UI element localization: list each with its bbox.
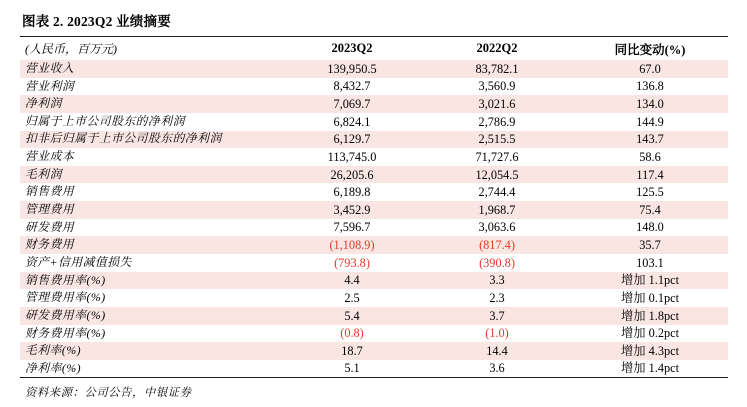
value-yoy-change: 增加 1.1pct [620,273,680,288]
value-yoy-change: 148.0 [636,220,664,235]
header-col-yoy: 同比变动(%) [614,42,686,57]
value-2022q2: 3.6 [489,361,505,376]
value-2023q2: 5.4 [344,308,360,323]
value-2023q2: 5.1 [344,361,360,376]
source-note: 资料来源：公司公告，中银证券 [25,387,192,400]
table-row [20,148,728,166]
value-2023q2: 18.7 [341,343,363,358]
value-2023q2: 6,129.7 [333,132,371,147]
value-2023q2: 6,189.8 [333,185,371,200]
table-row [20,342,728,360]
value-2022q2: 3,560.9 [478,79,516,94]
value-yoy-change: 增加 0.2pct [620,326,680,341]
value-2022q2: 3.7 [489,308,505,323]
table-row [20,131,728,149]
value-2023q2: 26,205.6 [330,167,374,182]
row-label: 财务费用率(%) [25,325,106,340]
value-2022q2: (817.4) [479,238,515,253]
table-row [20,183,728,201]
table-row [20,289,728,307]
header-col-2022q2: 2022Q2 [476,41,518,55]
value-yoy-change: 增加 1.8pct [620,308,680,323]
row-label: 净利润 [25,96,62,111]
table-row [20,166,728,184]
value-2022q2: 14.4 [486,343,508,358]
value-2023q2: 2.5 [344,291,360,305]
value-2022q2: 3,063.6 [478,220,516,235]
value-2022q2: 2,744.4 [478,185,516,200]
table-row [20,236,728,254]
value-yoy-change: 35.7 [639,238,661,253]
table-row [20,95,728,113]
row-label: 净利率(%) [25,360,82,375]
table-row [20,60,728,78]
row-label: 管理费用 [25,202,75,217]
value-2022q2: (390.8) [479,255,515,270]
table-row [20,360,728,378]
table-row [20,219,728,237]
row-label: 管理费用率(%) [25,290,106,305]
row-label: 营业成本 [25,149,75,164]
value-2022q2: 2.3 [489,291,505,305]
value-yoy-change: 58.6 [639,149,661,164]
value-yoy-change: 125.5 [636,185,664,200]
row-label: 财务费用 [25,237,75,252]
row-label: 研发费用率(%) [25,307,106,322]
value-2023q2: 113,745.0 [327,149,377,164]
value-2022q2: 71,727.6 [475,149,519,164]
value-yoy-change: 增加 0.1pct [620,291,680,305]
row-label: 归属于上市公司股东的净利润 [25,113,185,128]
figure-title: 图表 2. 2023Q2 业绩摘要 [20,8,728,37]
row-label: 毛利润 [25,166,62,181]
header-unit-label: (人民币，百万元) [25,42,117,56]
table-row [20,78,728,96]
value-2023q2: 7,596.7 [333,220,371,235]
row-label: 扣非后归属于上市公司股东的净利润 [25,131,222,146]
value-2022q2: 3,021.6 [478,96,516,111]
value-yoy-change: 117.4 [636,167,664,182]
value-2023q2: 4.4 [344,273,360,288]
row-label: 营业利润 [25,78,75,93]
value-2022q2: (1.0) [485,326,509,341]
value-yoy-change: 75.4 [639,202,661,217]
value-yoy-change: 增加 1.4pct [620,361,680,376]
value-2023q2: 6,824.1 [333,114,371,129]
table-row [20,254,728,272]
table-row [20,325,728,343]
value-2023q2: (1,108.9) [329,238,375,253]
row-label: 研发费用 [25,219,75,234]
value-yoy-change: 143.7 [636,132,664,147]
table-row [20,272,728,290]
performance-summary-table [20,37,728,378]
header-col-2023q2: 2023Q2 [331,41,373,55]
value-2023q2: 8,432.7 [333,79,371,94]
row-label: 营业收入 [25,60,75,75]
value-2022q2: 83,782.1 [475,61,519,76]
value-2022q2: 3.3 [489,273,505,288]
value-yoy-change: 103.1 [636,255,664,270]
value-2022q2: 2,786.9 [478,114,516,129]
value-yoy-change: 增加 4.3pct [620,343,680,358]
value-yoy-change: 136.8 [636,79,664,94]
value-2023q2: 139,950.5 [327,61,377,76]
table-header-row [20,37,728,60]
value-yoy-change: 134.0 [636,96,664,111]
value-yoy-change: 144.9 [636,114,664,129]
value-2023q2: (793.8) [334,255,370,270]
value-2023q2: (0.8) [340,326,364,341]
value-2023q2: 7,069.7 [333,96,371,111]
table-row [20,113,728,131]
table-row [20,307,728,325]
row-label: 销售费用率(%) [25,272,106,287]
value-2022q2: 2,515.5 [478,132,516,147]
row-label: 毛利率(%) [25,343,82,358]
value-2023q2: 3,452.9 [333,202,371,217]
value-yoy-change: 67.0 [639,61,661,76]
value-2022q2: 12,054.5 [475,167,519,182]
row-label: 资产+信用减值损失 [25,254,132,269]
table-row [20,201,728,219]
value-2022q2: 1,968.7 [478,202,516,217]
row-label: 销售费用 [25,184,75,199]
